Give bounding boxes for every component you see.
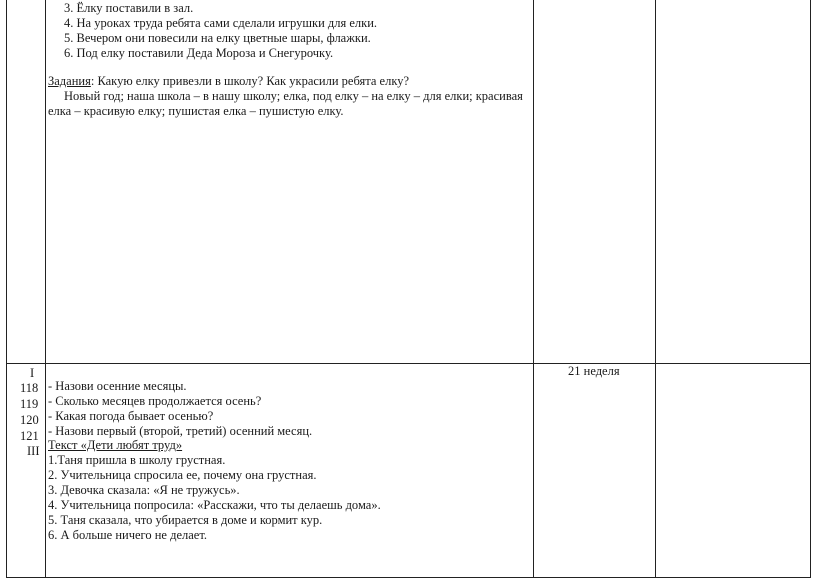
- story-line-3: 3. Девочка сказала: «Я не тружусь».: [48, 483, 240, 497]
- row1-line-3: 3. Ёлку поставили в зал.: [64, 1, 194, 15]
- row1-line-6: 6. Под елку поставили Деда Мороза и Снегурочку.: [64, 46, 334, 60]
- table-border-left: [6, 0, 7, 578]
- story-line-6: 6. А больше ничего не делает.: [48, 528, 207, 542]
- text-title: Текст «Дети любят труд»: [48, 438, 183, 452]
- story-line-1: 1.Таня пришла в школу грустная.: [48, 453, 226, 467]
- roman-number-i: I: [30, 366, 35, 380]
- table-bottom-border: [6, 577, 811, 578]
- lesson-number-119: 119: [20, 397, 39, 411]
- task-line: [48, 73, 409, 89]
- lesson-number-118: 118: [20, 381, 39, 395]
- question-3: - Какая погода бывает осенью?: [48, 409, 214, 423]
- vocabulary-line-1: Новый год; наша школа – в нашу школу; елка, под елку – на елку – для елки; красивая: [64, 89, 523, 103]
- question-2: - Сколько месяцев продолжается осень?: [48, 394, 262, 408]
- week-label: 21 неделя: [568, 364, 620, 378]
- row1-line-4: 4. На уроках труда ребята сами сделали игрушки для елки.: [64, 16, 378, 30]
- table-column-divider-2: [533, 0, 534, 578]
- row1-line-5: 5. Вечером они повесили на елку цветные шары, флажки.: [64, 31, 371, 45]
- story-line-4: 4. Учительница попросила: «Расскажи, что ты делаешь дома».: [48, 498, 381, 512]
- table-column-divider-1: [45, 0, 46, 578]
- task-text: : Какую елку привезли в школу? Как украсили ребята елку?: [90, 74, 410, 88]
- question-1: - Назови осенние месяцы.: [48, 379, 187, 393]
- task-label: Задания: [48, 74, 91, 88]
- vocabulary-line-2: елка – красивую елку; пушистая елка – пушистую елку.: [48, 104, 344, 118]
- story-line-5: 5. Таня сказала, что убирается в доме и кормит кур.: [48, 513, 323, 527]
- question-4: - Назови первый (второй, третий) осенний месяц.: [48, 424, 313, 438]
- story-line-2: 2. Учительница спросила ее, почему она грустная.: [48, 468, 317, 482]
- roman-number-iii: III: [27, 444, 40, 458]
- table-border-right: [810, 0, 811, 578]
- lesson-number-120: 120: [20, 413, 39, 427]
- table-column-divider-3: [655, 0, 656, 578]
- table-row-divider: [6, 363, 811, 364]
- lesson-number-121: 121: [20, 429, 39, 443]
